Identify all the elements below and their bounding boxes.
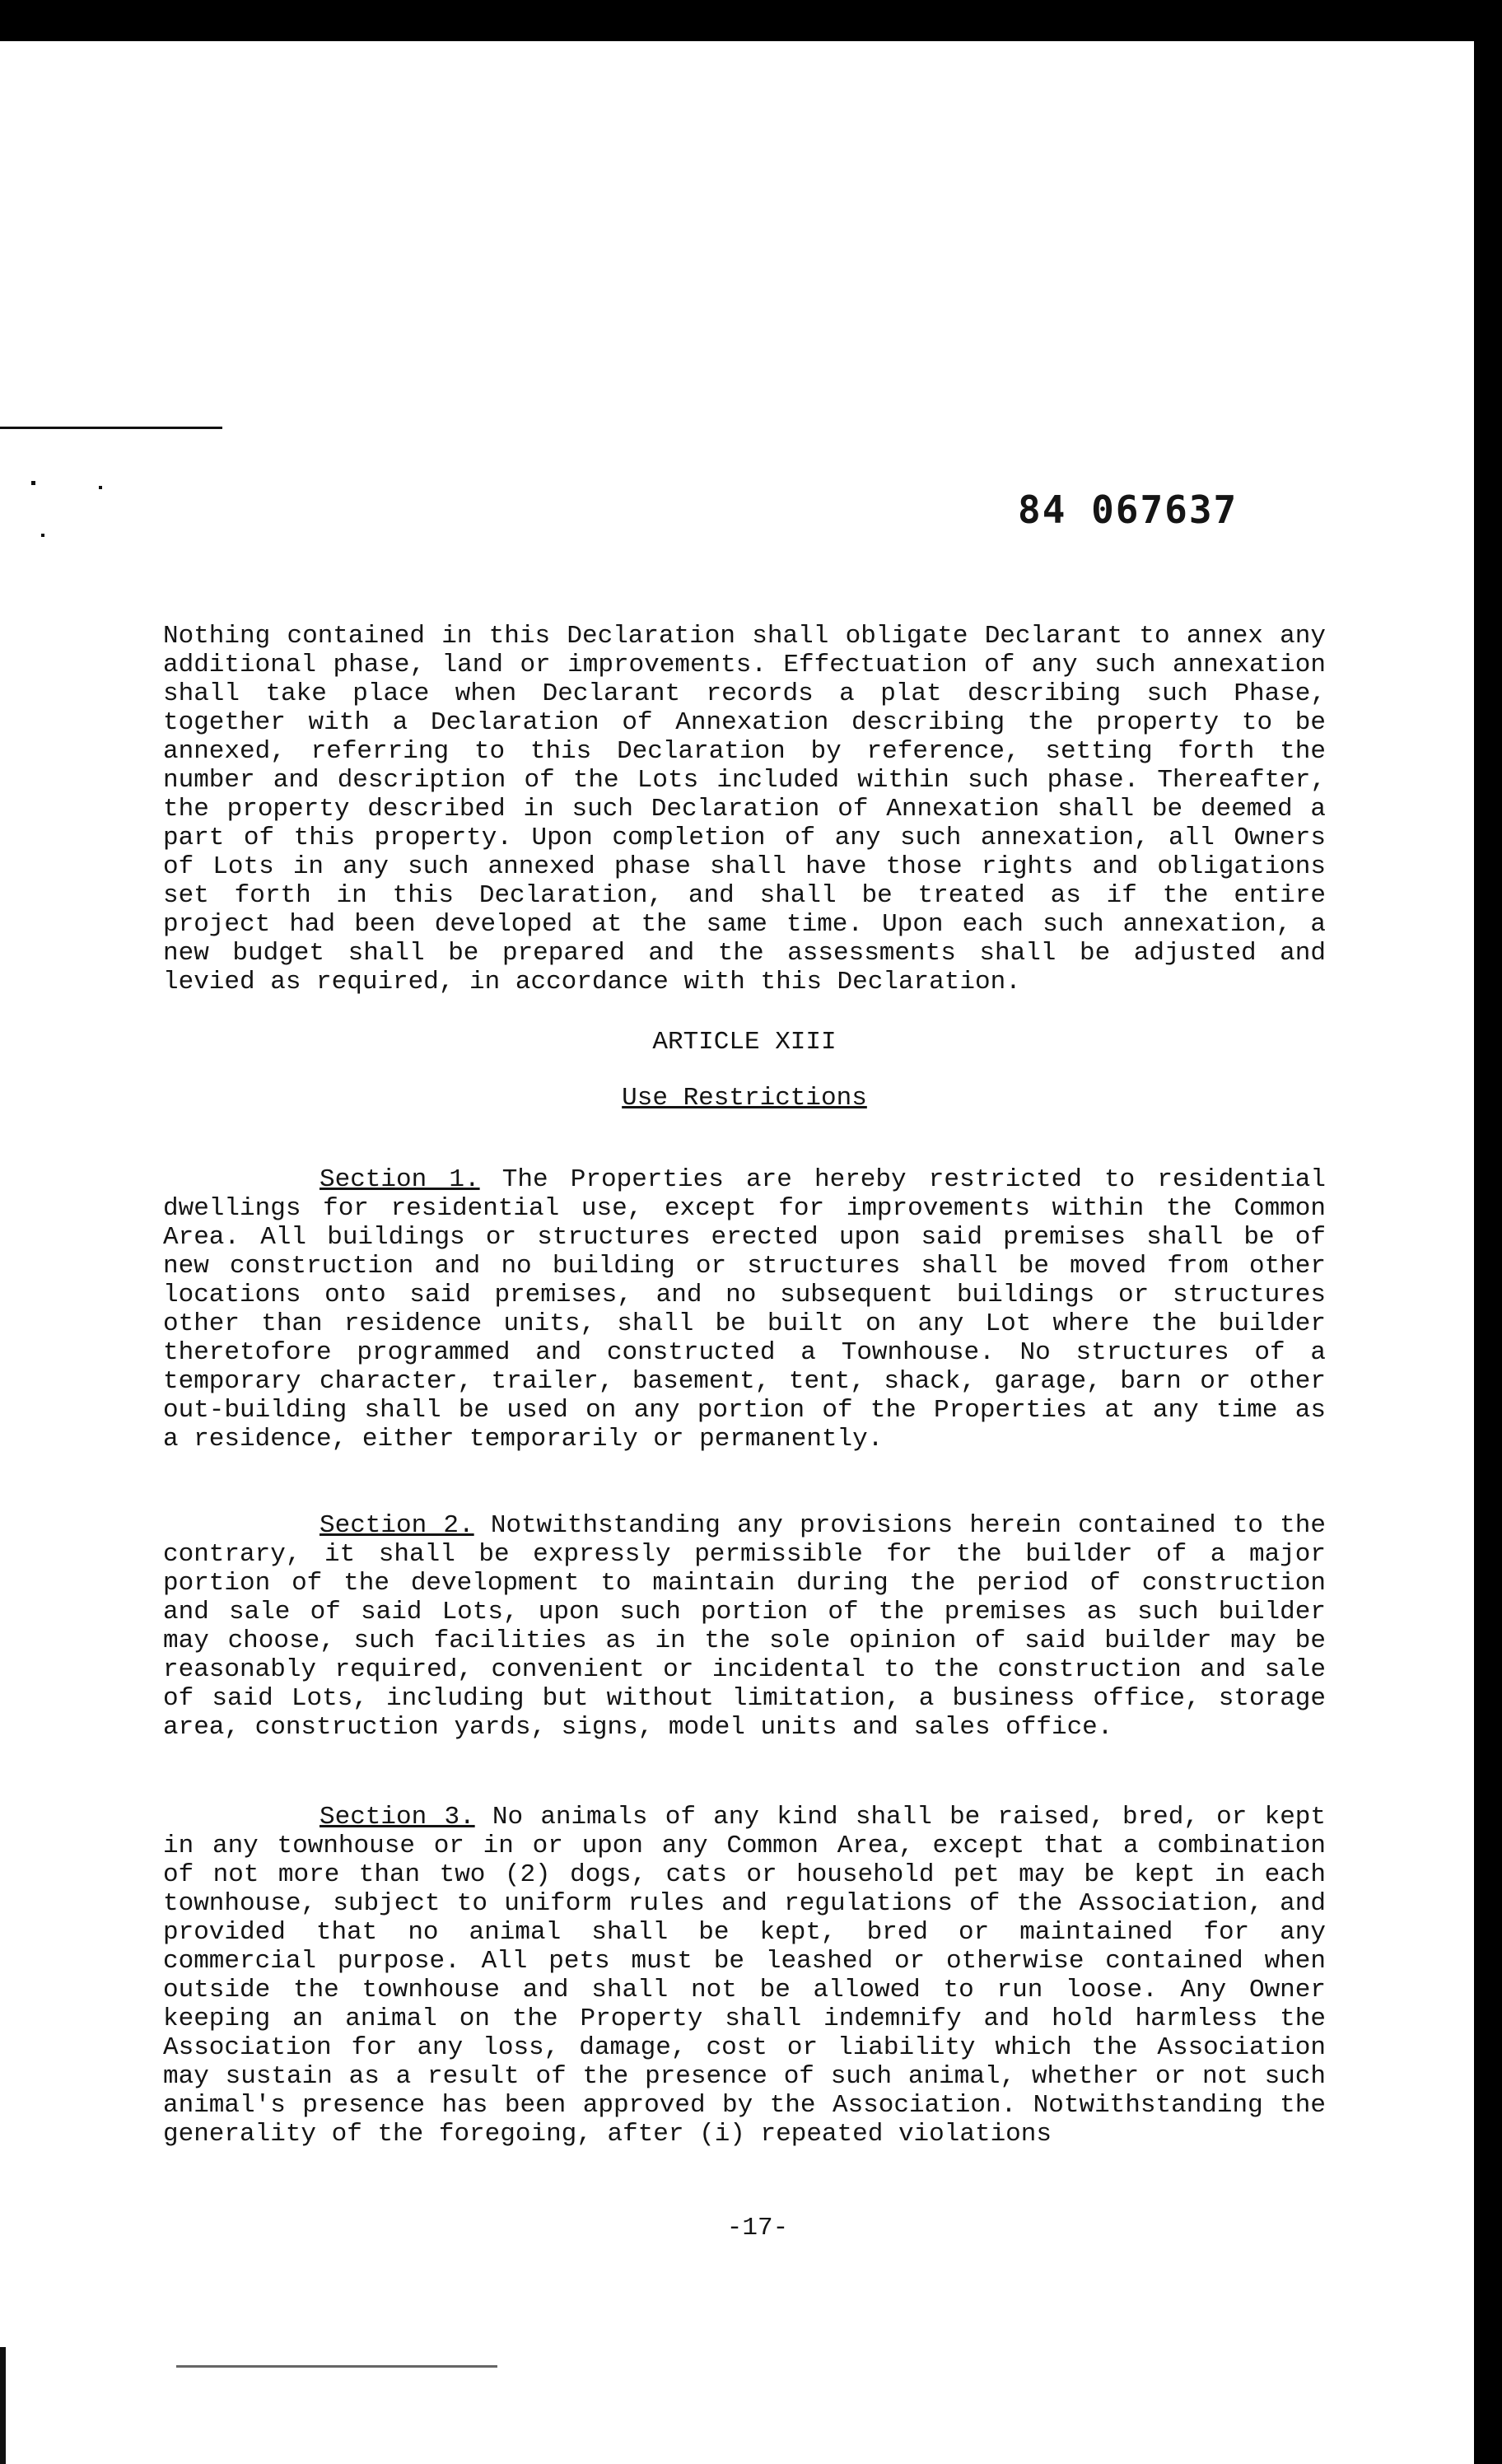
scan-dot-left-3	[41, 534, 44, 537]
scan-dash-bottom	[176, 2365, 497, 2368]
annexation-paragraph: Nothing contained in this Declaration shall obligate Declarant to annex any additional phase, land or improvements. Effectuation of any such annexation shall take place when Declarant records a plat describing such Phase, together with a Declaration of Annexation describing the property to be annexed, referring to this Declaration by reference, setting forth the number and description of the Lots included within such phase. Thereafter, the property described in such Declaration of Annexation shall be deemed a part of this property. Upon completion of any such annexation, all Owners of Lots in any such annexed phase shall have those rights and obligations set forth in this Declaration, and shall be treated as if the entire project had been developed at the same time. Upon each such annexation, a new budget shall be prepared and the assessments shall be adjusted and levied as required, in accordance with this Declaration.	[163, 622, 1326, 996]
section-1-label: Section 1.	[320, 1165, 480, 1194]
section-2-paragraph	[163, 1511, 1326, 1742]
article-heading: ARTICLE XIII	[652, 1028, 837, 1057]
page-number: -17-	[726, 2214, 789, 2242]
scan-dot-left-1	[31, 481, 35, 485]
section-1-paragraph	[163, 1165, 1326, 1454]
section-2-text: Notwithstanding any provisions herein contained to the contrary, it shall be expressly permissible for the builder of a major portion of the development to maintain during the period of construction and sale of said Lots, upon such portion of the premises as such builder may choose, such facilities as in the sole opinion of said builder may be reasonably required, convenient or incidental to the construction and sale of said Lots, including but without limitation, a business office, storage area, construction yards, signs, model units and sales office.	[163, 1511, 1326, 1742]
recording-number: 84 067637	[1018, 488, 1238, 532]
section-2-label: Section 2.	[320, 1511, 474, 1540]
scan-line-top-left	[0, 427, 222, 429]
article-subheading: Use Restrictions	[622, 1084, 867, 1113]
section-3-paragraph	[163, 1803, 1326, 2149]
section-1-text: The Properties are hereby restricted to residential dwellings for residential use, except for improvements within the Common Area. All buildings or structures erected upon said premises shall be of new construction and no building or structures shall be moved from other locations onto said premises, and no subsequent buildings or structures other than residence units, shall be built on any Lot where the builder theretofore programmed and constructed a Townhouse. No structures of a temporary character, trailer, basement, tent, shack, garage, barn or other out-building shall be used on any portion of the Properties at any time as a residence, either temporarily or permanently.	[163, 1165, 1326, 1454]
section-3-label: Section 3.	[320, 1803, 475, 1832]
scan-edge-left	[0, 2347, 6, 2464]
section-3-text: No animals of any kind shall be raised, bred, or kept in any townhouse or in or upon any Common Area, except that a combination of not more than two (2) dogs, cats or household pet may be kept in each townhouse, subject to uniform rules and regulations of the Association, and provided that no animal shall be kept, bred or maintained for any commercial purpose. All pets must be leashed or otherwise contained when outside the townhouse and shall not be allowed to run loose. Any Owner keeping an animal on the Property shall indemnify and hold harmless the Association for any loss, damage, cost or liability which the Association may sustain as a result of the presence of such animal, whether or not such animal's presence has been approved by the Association. Notwithstanding the generality of the foregoing, after (i) repeated violations	[163, 1803, 1327, 2149]
scan-dot-left-2	[99, 486, 102, 489]
